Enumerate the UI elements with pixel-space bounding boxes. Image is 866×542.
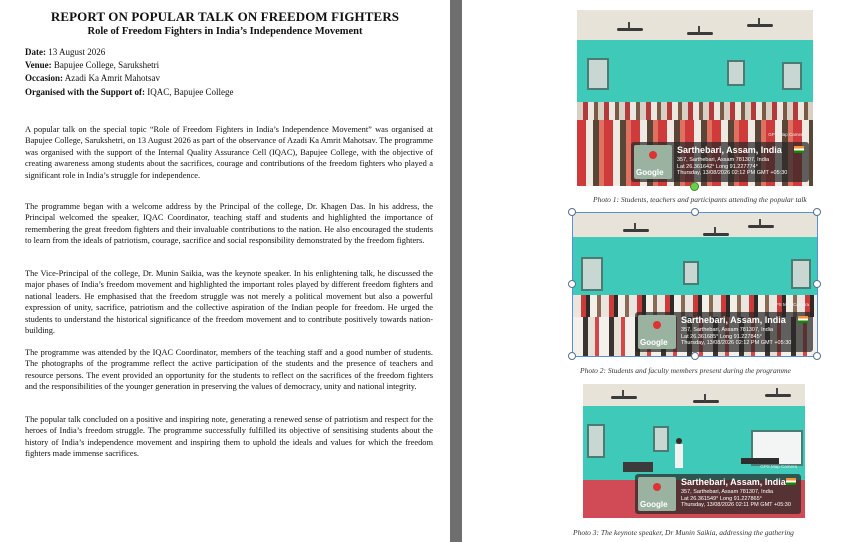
geotag-line: 357, Sarthebari, Assam 781307, India <box>677 157 770 163</box>
date-label: Date: <box>25 47 46 57</box>
camera-tag: GPS Map Camera <box>760 464 797 469</box>
geotag-overlay <box>635 464 801 514</box>
paragraph-4: The programme was attended by the IQAC Coordinator, members of the teaching staff and a good number of students. The photographs of the programme reflect the active participation of the students and the presence of teachers and resource persons. The event provided an opportunity for the students to reflect on the sacrifices of the freedom fighters and the responsibilities of the younger generation in preserving the values of democracy, unity and national integrity. <box>25 348 433 392</box>
venue-value: Bapujee College, Sarukshetri <box>53 60 160 70</box>
resize-handle-n[interactable] <box>691 208 699 216</box>
resize-handle-sw[interactable] <box>568 352 576 360</box>
india-flag-icon <box>786 478 796 485</box>
map-logo: Google <box>640 338 668 347</box>
speaker-figure <box>675 444 683 468</box>
geotag-line: Lat 26.361549° Long 91.227865° <box>681 495 762 502</box>
geotag-line: Lat 26.361685° Long 91.227845° <box>681 333 762 340</box>
resize-handle-s[interactable] <box>691 352 699 360</box>
rotate-handle[interactable] <box>690 182 699 191</box>
geotag-line: Thursday, 13/08/2026 02:11 PM GMT +05:30 <box>681 502 791 508</box>
geotag-place: Sarthebari, Assam, India <box>681 315 786 325</box>
podium <box>623 462 653 472</box>
paragraph-3: The Vice-Principal of the college, Dr. Munin Saikia, was the keynote speaker. In his enlightening talk, he discussed the major phases of India’s freedom movement and highlighted the important roles played by different freedom fighters and national leaders. He emphasised that the freedom struggle was not merely a political movement but also a powerful expression of unity, sacrifice, patriotism and the collective aspiration of the Indian people for freedom. He urged the students to understand the historical significance of the freedom movement and to contribute positively towards nation-building. <box>25 269 433 336</box>
occasion-value: Azadi Ka Amrit Mahotsav <box>64 73 160 83</box>
geotag-line: 357, Sarthebari, Assam 781307, India <box>681 327 774 333</box>
geotag-place: Sarthebari, Assam, India <box>681 477 786 487</box>
photo-1[interactable] <box>577 10 813 186</box>
photo-1-caption: Photo 1: Students, teachers and participants attending the popular talk <box>593 195 807 204</box>
resize-handle-ne[interactable] <box>813 208 821 216</box>
geotag-place: Sarthebari, Assam, India <box>677 145 782 155</box>
resize-handle-se[interactable] <box>813 352 821 360</box>
map-logo: Google <box>636 168 664 177</box>
resize-handle-w[interactable] <box>568 280 576 288</box>
geotag-details <box>681 489 791 509</box>
support-label: Organised with the Support of: <box>25 87 146 97</box>
paragraph-5: The popular talk concluded on a positive and inspiring note, generating a renewed sense of patriotism and respect for the heroes of India’s freedom struggle. The programme successfully fulfilled its objective of sensitising students about the history of India’s independence movement and inspiring them to uphold the ideals and values for which the freedom fighters made immense sacrifices. <box>25 415 433 459</box>
geotag-details <box>677 157 787 177</box>
camera-tag: GPS Map Camera <box>768 132 805 137</box>
geotag-overlay <box>631 132 809 182</box>
page-gap <box>450 0 462 542</box>
report-title: REPORT ON POPULAR TALK ON FREEDOM FIGHTERS <box>50 9 400 24</box>
geotag-line: Lat 26.361642° Long 91.227774° <box>677 163 758 170</box>
paragraph-1: A popular talk on the special topic “Role of Freedom Fighters in India’s Independence Movement” was organised at Bapujee College, Sarukshetri, on 13 August 2026 as part of the observance of Azadi Ka Amrit Mahotsav. The programme was organised with the support of the Internal Quality Assurance Cell (IQAC), Bapujee College, with the objective of creating awareness among students about the sacrifices, courage and contributions of the freedom fighters who played a significant role in India’s struggle for independence. <box>25 125 433 180</box>
selection-frame <box>572 212 818 357</box>
map-thumbnail <box>638 477 676 511</box>
map-logo: Google <box>640 500 668 509</box>
venue-label: Venue: <box>25 60 52 70</box>
report-subtitle: Role of Freedom Fighters in India’s Independence Movement <box>87 26 363 37</box>
map-pin-icon <box>649 151 657 159</box>
geotag-line: Thursday, 13/08/2026 02:12 PM GMT +05:30 <box>677 170 788 176</box>
venue-line <box>25 59 159 71</box>
photo-3-caption: Photo 3: The keynote speaker, Dr Munin Saikia, addressing the gathering <box>573 528 794 537</box>
date-line <box>25 46 105 58</box>
india-flag-icon <box>794 146 804 153</box>
occasion-line <box>25 72 160 84</box>
map-pin-icon <box>653 483 661 491</box>
geotag-line: Thursday, 13/08/2026 02:12 PM GMT +05:30 <box>681 340 792 346</box>
resize-handle-e[interactable] <box>813 280 821 288</box>
support-value: IQAC, Bapujee College <box>147 87 234 97</box>
paragraph-2: The programme began with a welcome address by the Principal of the college, Dr. Khagen Das. In his address, the Principal welcomed the speaker, IQAC Coordinator, teaching staff and students and highlighted the importance of remembering the great freedom fighters and their invaluable contributions to the nation. He also encouraged the students to learn from the ideals of patriotism, courage, sacrifice and social responsibility demonstrated by the freedom fighters. <box>25 202 433 246</box>
date-value: 13 August 2026 <box>48 47 106 57</box>
occasion-label: Occasion: <box>25 73 63 83</box>
map-thumbnail <box>634 145 672 179</box>
document-page-2 <box>462 0 866 542</box>
support-line <box>25 86 234 98</box>
geotag-line: 357, Sarthebari, Assam 781307, India <box>681 489 774 495</box>
camera-tag: GPS Map Camera <box>772 302 809 307</box>
photo-3[interactable] <box>583 384 805 518</box>
resize-handle-nw[interactable] <box>568 208 576 216</box>
photo-2-caption: Photo 2: Students and faculty members present during the programme <box>580 366 791 375</box>
speaker-head <box>676 438 682 444</box>
